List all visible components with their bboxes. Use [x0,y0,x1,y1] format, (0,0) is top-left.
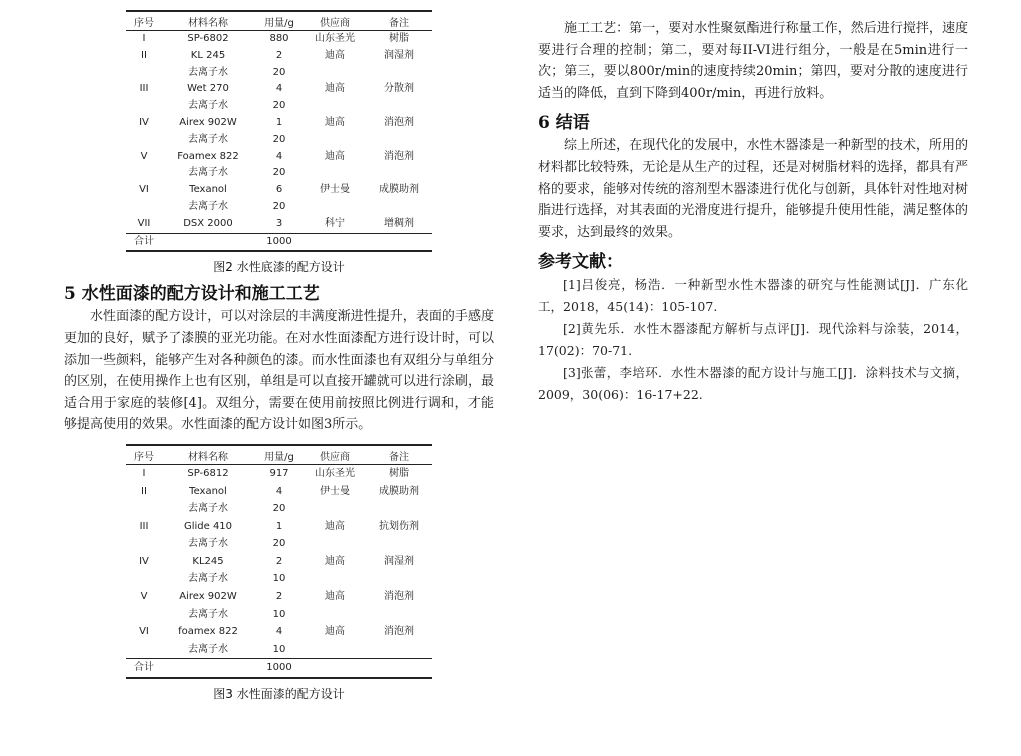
cell-supplier: 伊士曼 [320,184,350,196]
cell-supplier: 迪高 [325,49,345,61]
table-row [126,31,432,48]
cell-note [366,570,432,588]
cell-material: Foamex 822 [177,150,239,162]
reference-item: [2]黄先乐．水性木器漆配方解析与点评[J]．现代涂料与涂装，2014，17(02)：70-71. [538,321,968,359]
table-row [126,132,432,149]
col-header-material: 材料名称 [162,11,254,31]
cell-note [366,98,432,115]
section-5-heading: 5 水性面漆的配方设计和施工工艺 [64,284,320,305]
cell-amount: 1000 [254,659,304,678]
col-header-material: 材料名称 [162,445,254,465]
cell-supplier: 山东圣光 [315,467,355,479]
cell-note: 消泡剂 [384,116,414,128]
cell-amount: 1 [275,116,283,128]
cell-seq [126,65,162,82]
cell-amount: 10 [272,573,286,585]
reference-item: [1]吕俊亮，杨浩．一种新型水性木器漆的研究与性能测试[J]．广东化工，2018，45(14)：105-107. [538,277,968,315]
cell-supplier: 迪高 [325,591,345,603]
cell-amount: 6 [275,184,283,196]
left-column [64,10,494,706]
right-column [538,18,968,406]
table-row [126,500,432,518]
col-header-amount: 用量/g [254,11,304,31]
cell-material: SP-6802 [187,33,229,44]
cell-note [366,535,432,553]
cell-amount: 2 [275,591,283,603]
cell-note: 树脂 [389,33,409,44]
col-header-amount: 用量/g [254,445,304,465]
cell-seq [126,132,162,149]
cell-note [366,65,432,82]
cell-supplier [304,98,366,115]
cell-note: 抗划伤剂 [379,520,419,532]
cell-note: 消泡剂 [384,150,414,162]
table-header-row [126,11,432,31]
cell-material: Texanol [189,485,227,497]
cell-note: 消泡剂 [384,591,414,603]
table-total-row [126,233,432,251]
table-row [126,588,432,606]
cell-supplier: 山东圣光 [315,33,355,44]
table-row [126,483,432,501]
table-figure-2 [126,10,432,252]
cell-seq [126,98,162,115]
cell-material: 去离子水 [188,200,228,212]
table-row [126,464,432,482]
table-row [126,165,432,182]
cell-supplier: 迪高 [325,626,345,638]
cell-note [366,165,432,182]
cell-material: DSX 2000 [183,217,233,229]
cell-amount: 4 [275,83,283,95]
section-5-paragraph: 水性面漆的配方设计，可以对涂层的丰满度渐进性提升，表面的手感度更加的良好，赋予了漆膜的亚光功能。在对水性面漆配方进行设计时，可以添加一些颜料，能够产生对各种颜色的漆。而水性面漆也有双组分与单组分的区别，在使用操作上也有区别，单组是可以直接开罐就可以进行涂刷，最适合用于家庭的装修[4]。双组分，需要在使用前按照比例进行调和，才能够提高使用的效果。水性面漆的配方设计如图3所示。 [64,309,494,433]
cell-material: 去离子水 [188,66,228,78]
cell-seq [126,199,162,216]
col-header-supplier: 供应商 [304,11,366,31]
cell-note [366,233,432,251]
cell-seq: II [141,49,147,61]
references-heading: 参考文献： [538,252,623,273]
cell-seq: IV [139,116,149,128]
cell-material: KL245 [192,555,224,567]
cell-material: Glide 410 [183,520,233,532]
cell-material: Airex 902W [179,591,237,603]
cell-seq: VII [137,217,151,229]
col-header-note: 备注 [366,11,432,31]
table-row [126,182,432,199]
cell-material: 去离子水 [188,643,228,655]
cell-material: Texanol [189,184,227,196]
cell-note: 成膜助剂 [379,184,419,196]
cell-material: 去离子水 [188,608,228,620]
cell-amount: 20 [272,200,286,212]
cell-note: 润湿剂 [384,49,414,61]
cell-amount: 4 [275,485,283,497]
cell-supplier: 迪高 [325,83,345,95]
col-header-seq: 序号 [126,11,162,31]
cell-supplier [304,641,366,659]
table-row [126,623,432,641]
cell-material: 去离子水 [188,133,228,145]
cell-supplier [304,659,366,678]
cell-amount: 3 [275,217,283,229]
col-header-note: 备注 [366,445,432,465]
cell-supplier [304,199,366,216]
cell-supplier: 迪高 [325,520,345,532]
cell-amount: 20 [272,133,286,145]
cell-seq: I [142,33,146,44]
table-row [126,115,432,132]
cell-material: 去离子水 [188,573,228,585]
cell-seq: 合计 [126,659,162,678]
cell-supplier [304,132,366,149]
cell-amount: 2 [275,49,283,61]
cell-seq: 合计 [126,233,162,251]
cell-note [366,606,432,624]
cell-note [366,132,432,149]
col-header-supplier: 供应商 [304,445,366,465]
cell-note [366,500,432,518]
cell-note: 树脂 [389,467,409,479]
table-row [126,535,432,553]
cell-amount: 4 [275,150,283,162]
cell-amount: 1000 [254,233,304,251]
cell-supplier [304,165,366,182]
cell-seq: VI [139,626,149,638]
cell-amount: 20 [272,100,286,112]
table-row [126,553,432,571]
cell-material [162,659,254,678]
col-header-seq: 序号 [126,445,162,465]
table-row [126,606,432,624]
table-total-row [126,659,432,678]
cell-material: 去离子水 [188,538,228,550]
cell-material: foamex 822 [178,626,238,638]
table-row [126,216,432,233]
cell-supplier [304,65,366,82]
cell-note [366,641,432,659]
cell-note: 增稠剂 [384,217,414,229]
reference-item: [3]张蕾，李培环．水性木器漆的配方设计与施工[J]．涂料技术与文摘，2009，30(06)：16-17+22. [538,365,968,403]
cell-note: 润湿剂 [384,555,414,567]
cell-material: Wet 270 [187,83,229,95]
cell-seq: V [140,591,148,603]
cell-supplier [304,500,366,518]
cell-supplier [304,570,366,588]
table-header-row [126,445,432,465]
cell-seq: III [139,520,149,532]
table-row [126,570,432,588]
cell-amount: 20 [272,66,286,78]
cell-seq: VI [139,184,149,196]
figure-2-caption: 图2 水性底漆的配方设计 [213,260,345,275]
cell-seq: II [141,485,147,497]
cell-seq [126,606,162,624]
table-row [126,81,432,98]
cell-amount: 2 [275,555,283,567]
cell-seq [126,500,162,518]
cell-amount: 880 [269,33,289,44]
table-row [126,149,432,166]
table-row [126,98,432,115]
table-row [126,518,432,536]
cell-supplier: 伊士曼 [320,485,350,497]
figure-3-caption: 图3 水性面漆的配方设计 [213,687,345,702]
construction-process-paragraph: 施工工艺：第一，要对水性聚氨酯进行称量工作，然后进行搅拌，速度要进行合理的控制；第二，要对每II-VI进行组分，一般是在5min进行一次；第三，要以800r/min的速度持续20min；第四，要对分散的速度进行适当的降低，直到下降到400r/min，再进行放料。 [538,21,968,101]
cell-amount: 917 [269,467,289,479]
cell-supplier [304,233,366,251]
cell-seq: I [142,467,146,479]
cell-supplier [304,535,366,553]
cell-amount: 20 [272,167,286,179]
cell-supplier [304,606,366,624]
cell-supplier: 迪高 [325,555,345,567]
cell-note: 消泡剂 [384,626,414,638]
table-row [126,48,432,65]
cell-material: SP-6812 [187,467,229,479]
cell-note: 成膜助剂 [379,485,419,497]
cell-amount: 20 [272,503,286,515]
cell-seq: III [139,83,149,95]
cell-amount: 4 [275,626,283,638]
conclusion-paragraph: 综上所述，在现代化的发展中，水性木器漆是一种新型的技术，所用的材料都比较特殊，无论是从生产的过程，还是对树脂材料的选择，都具有严格的要求，能够对传统的溶剂型木器漆进行优化与创新，具体针对性地对树脂进行选择，对其表面的光滑度进行提升，能够提升使用性能，满足整体的要求，达到最终的效果。 [538,138,968,240]
cell-seq: V [140,150,148,162]
cell-material: 去离子水 [188,503,228,515]
cell-supplier: 迪高 [325,150,345,162]
section-6-heading: 6 结语 [538,113,590,134]
cell-amount: 10 [272,643,286,655]
cell-seq [126,165,162,182]
cell-seq: IV [139,555,149,567]
cell-amount: 20 [272,538,286,550]
cell-seq [126,641,162,659]
table-figure-3 [126,444,432,679]
cell-amount: 1 [275,520,283,532]
cell-note: 分散剂 [384,83,414,95]
cell-material: 去离子水 [188,167,228,179]
cell-supplier: 科宁 [325,217,345,229]
cell-seq [126,570,162,588]
cell-supplier: 迪高 [325,116,345,128]
table-row [126,641,432,659]
cell-note [366,659,432,678]
table-row [126,199,432,216]
cell-amount: 10 [272,608,286,620]
cell-material [162,233,254,251]
cell-material: KL 245 [190,49,226,61]
cell-material: Airex 902W [179,116,237,128]
table-row [126,65,432,82]
cell-material: 去离子水 [188,100,228,112]
cell-note [366,199,432,216]
cell-seq [126,535,162,553]
